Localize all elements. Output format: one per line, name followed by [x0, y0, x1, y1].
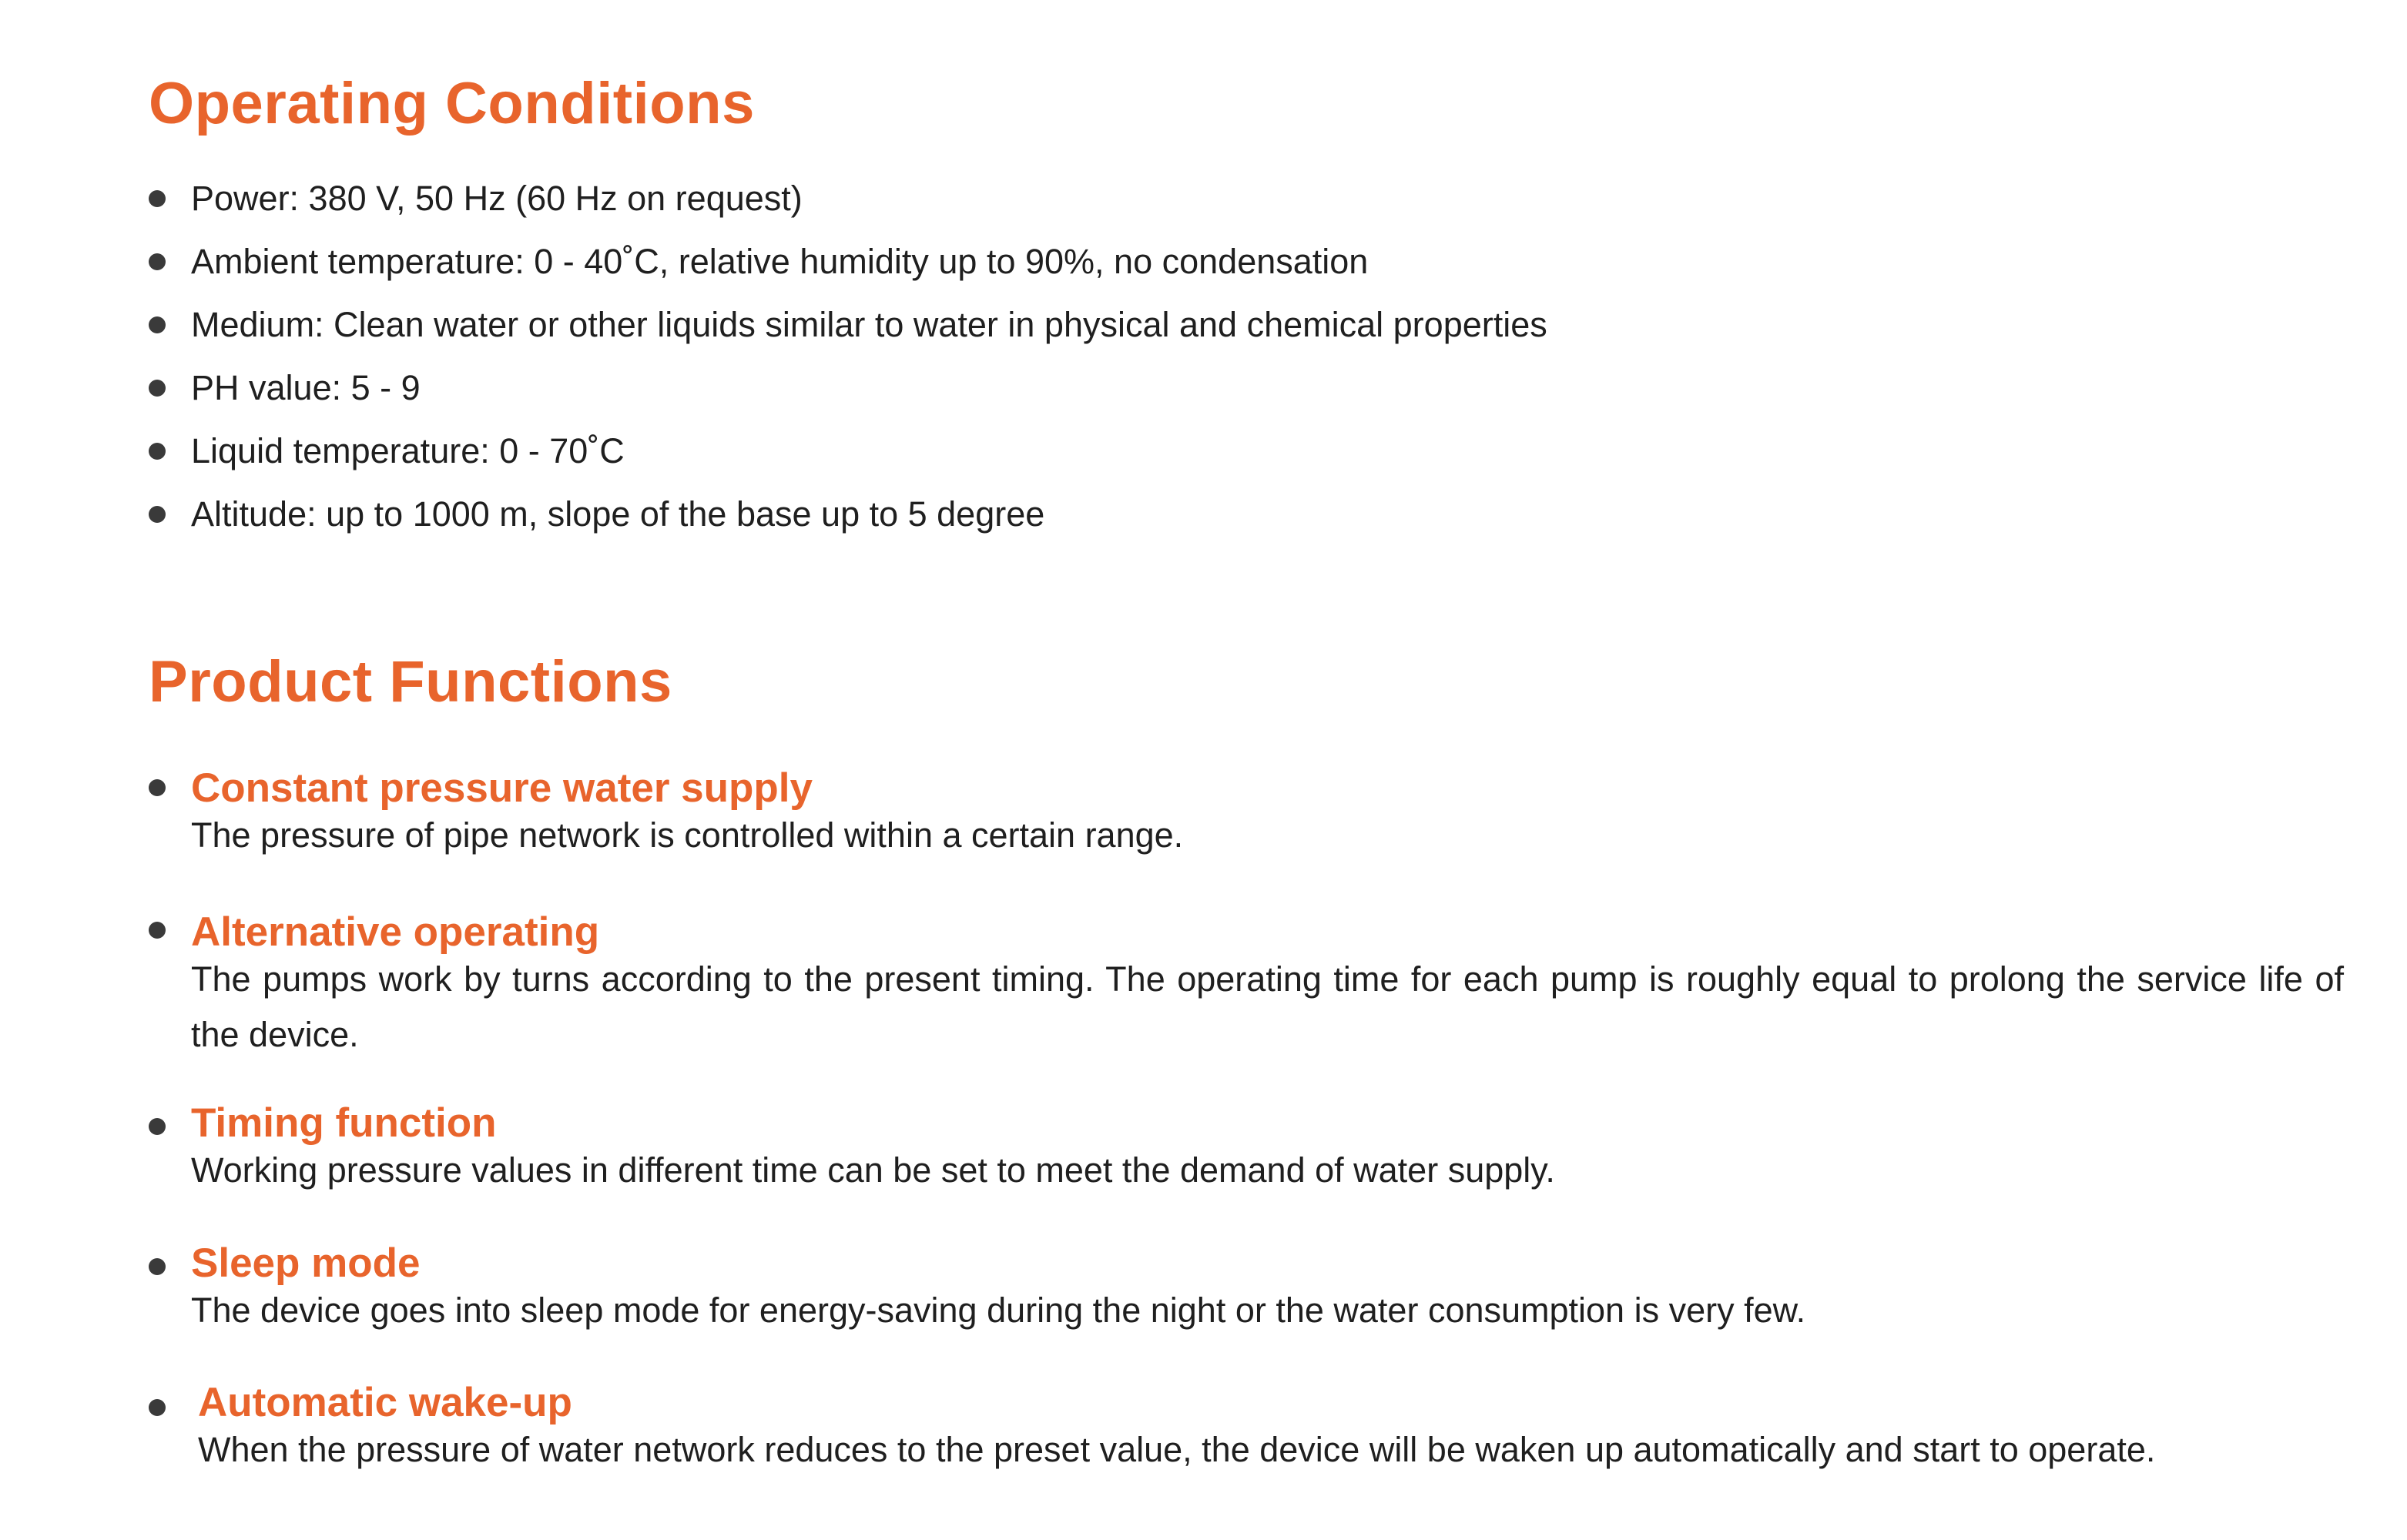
bullet-icon [149, 380, 166, 397]
product-functions-heading: Product Functions [149, 649, 672, 715]
bullet-icon [149, 253, 166, 270]
bullet-icon [149, 1258, 166, 1275]
function-description: The pressure of pipe network is controlled within a certain range. [191, 815, 1184, 855]
bullet-icon [149, 1399, 166, 1416]
bullet-icon [149, 443, 166, 460]
bullet-icon [149, 922, 166, 939]
condition-text: Ambient temperature: 0 - 40˚C, relative humidity up to 90%, no condensation [191, 242, 1369, 281]
function-title: Sleep mode [191, 1240, 421, 1286]
function-title: Timing function [191, 1100, 497, 1146]
function-title: Constant pressure water supply [191, 765, 813, 811]
bullet-icon [149, 779, 166, 796]
function-title: Alternative operating [191, 909, 600, 955]
function-description: Working pressure values in different time can be set to meet the demand of water supply. [191, 1150, 1555, 1190]
function-description: The device goes into sleep mode for energy-saving during the night or the water consumption is very few. [191, 1291, 1806, 1330]
bullet-icon [149, 190, 166, 207]
function-title: Automatic wake-up [198, 1380, 572, 1425]
condition-text: Medium: Clean water or other liquids similar to water in physical and chemical properties [191, 305, 1547, 344]
bullet-icon [149, 506, 166, 523]
bullet-icon [149, 1118, 166, 1135]
function-description: The pumps work by turns according to the present timing. The operating time for each pump is roughly equal to prolong the service life of the device. [191, 959, 2344, 1054]
condition-text: Altitude: up to 1000 m, slope of the base up to 5 degree [191, 494, 1045, 534]
condition-text: Power: 380 V, 50 Hz (60 Hz on request) [191, 179, 803, 218]
bullet-icon [149, 316, 166, 333]
condition-text: PH value: 5 - 9 [191, 368, 421, 407]
operating-conditions-heading: Operating Conditions [149, 71, 755, 136]
condition-text: Liquid temperature: 0 - 70˚C [191, 431, 625, 470]
function-description: When the pressure of water network reduces to the preset value, the device will be waken up automatically and start to operate. [198, 1430, 2156, 1469]
